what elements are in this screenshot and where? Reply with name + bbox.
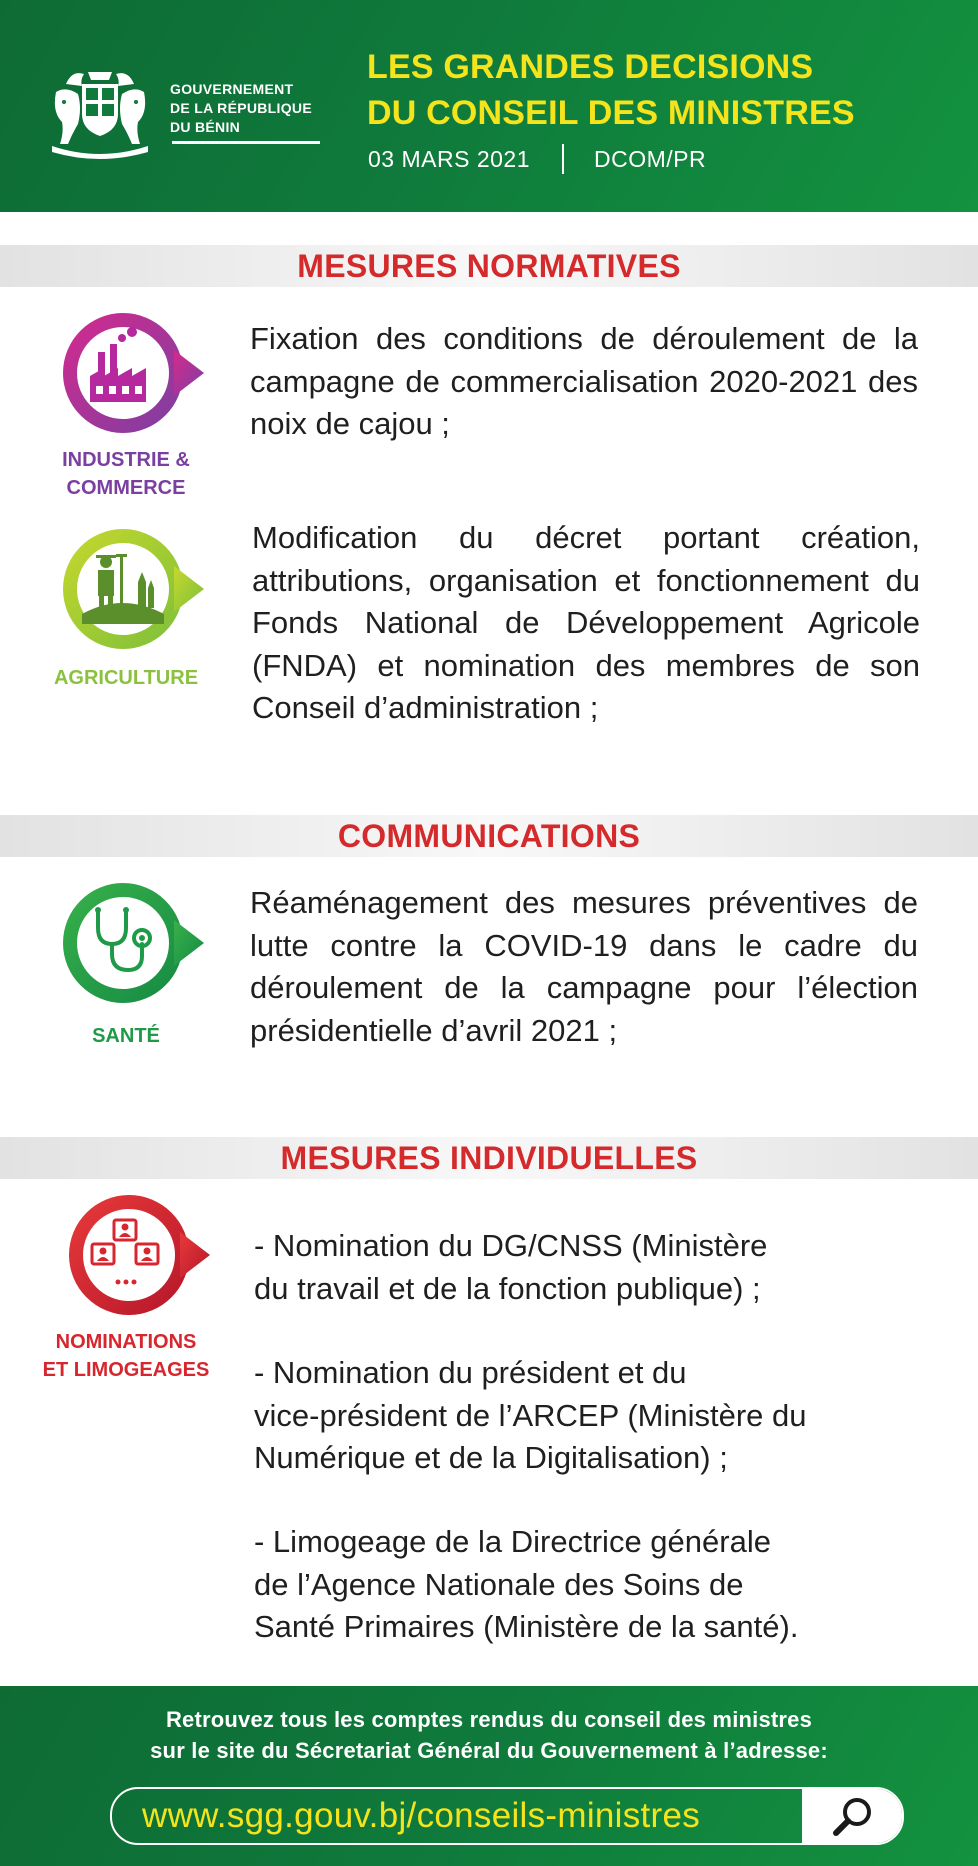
nomination-item-1-line-1: - Nomination du DG/CNSS (Ministère	[254, 1228, 768, 1263]
nomination-item-3-line-1: - Limogeage de la Directrice générale	[254, 1524, 771, 1559]
gov-line-2: DE LA RÉPUBLIQUE	[170, 100, 312, 116]
benin-coat-of-arms-icon	[48, 66, 152, 162]
search-button[interactable]	[802, 1789, 902, 1843]
source-label: DCOM/PR	[593, 145, 707, 172]
page-title-line-2: DU CONSEIL DES MINISTRES	[367, 94, 855, 132]
nomination-item	[254, 1352, 964, 1480]
category-label-nominations	[20, 1328, 232, 1384]
decision-text-agriculture: Modification du décret portant création, attributions, organisation et fonctionnement du Fonds National de Développement Agricole (FNDA) et nomination des membres de son Conseil d’administration ;	[252, 520, 920, 725]
header-banner	[0, 0, 978, 212]
category-label-sante: SANTÉ	[92, 1025, 160, 1047]
site-url-link[interactable]: www.sgg.gouv.bj/conseils-ministres	[142, 1796, 701, 1835]
magnifier-icon	[830, 1795, 876, 1837]
government-name	[170, 80, 322, 137]
industrie-label-line-1: INDUSTRIE &	[62, 449, 190, 471]
nomination-item-1-line-2: du travail et de la fonction publique) ;	[254, 1270, 761, 1306]
nomination-item-3-line-3: Santé Primaires (Ministère de la santé).	[254, 1609, 799, 1644]
meta-separator	[562, 144, 564, 174]
nomination-item-2-line-2: vice-président de l’ARCEP (Ministère du	[254, 1397, 807, 1433]
category-label-agriculture: AGRICULTURE	[53, 667, 199, 689]
stethoscope-icon	[52, 880, 208, 1006]
section-title-communications: COMMUNICATIONS	[337, 818, 641, 854]
nomination-item-2-line-1: - Nomination du président et du	[254, 1355, 687, 1390]
decision-text-sante: Réaménagement des mesures préventives de lutte contre la COVID-19 dans le cadre du déroulement de la campagne pour l’élection présidentielle d’avril 2021 ;	[250, 885, 918, 1048]
nomination-item	[254, 1225, 964, 1310]
section-title-individuelles: MESURES INDIVIDUELLES	[280, 1140, 698, 1176]
header-meta	[368, 144, 706, 174]
industrie-label-line-2: COMMERCE	[66, 477, 186, 499]
section-title-normatives: MESURES NORMATIVES	[297, 248, 681, 284]
gov-line-3: DU BÉNIN	[170, 119, 241, 135]
government-underline	[172, 141, 320, 144]
nominations-label-line-2: ET LIMOGEAGES	[42, 1359, 210, 1381]
url-search-bar[interactable]	[110, 1787, 904, 1845]
nomination-item	[254, 1521, 964, 1649]
nomination-item-2-line-3: Numérique et de la Digitalisation) ;	[254, 1440, 728, 1475]
page-title-line-1: LES GRANDES DECISIONS	[367, 48, 814, 86]
people-network-icon	[58, 1192, 214, 1318]
farmer-icon	[52, 526, 208, 652]
gov-line-1: GOUVERNEMENT	[170, 81, 294, 97]
footer-line-2: sur le site du Sécretariat Général du Gouvernement à l’adresse:	[150, 1738, 828, 1763]
nominations-label-line-1: NOMINATIONS	[55, 1331, 197, 1353]
category-label-industrie	[20, 446, 232, 502]
footer-line-1: Retrouvez tous les comptes rendus du conseil des ministres	[165, 1707, 813, 1732]
nomination-item-3-line-2: de l’Agence Nationale des Soins de	[254, 1566, 744, 1602]
factory-icon	[52, 310, 208, 436]
page-title	[367, 44, 967, 136]
decision-text-industrie: Fixation des conditions de déroulement de la campagne de commercialisation 2020-2021 des noix de cajou ;	[250, 321, 918, 441]
council-date: 03 MARS 2021	[368, 145, 530, 172]
